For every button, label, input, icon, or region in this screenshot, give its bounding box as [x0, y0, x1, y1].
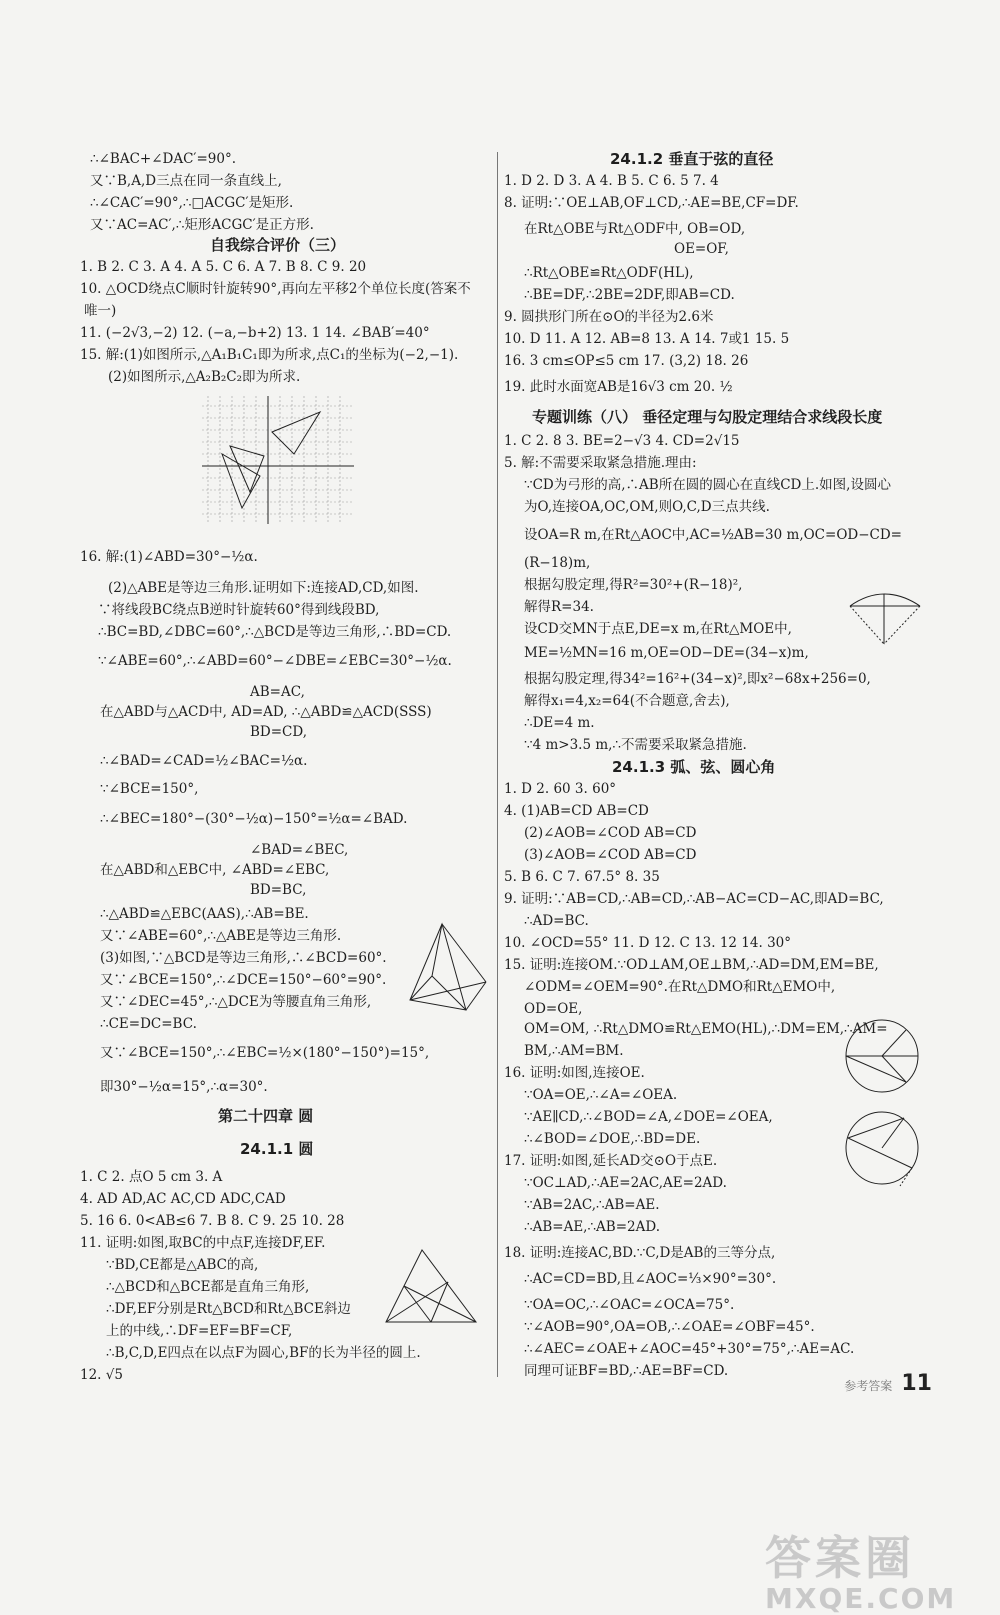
text-line: ∵OC⊥AD,∴AE=2AC,AE=2AD.: [524, 1175, 727, 1191]
text-line: (R−18)m,: [524, 555, 591, 571]
watermark: [765, 1522, 956, 1615]
text-line: ∴CE=DC=BC.: [100, 1016, 197, 1032]
text-line: 16. 3 cm≤OP≤5 cm 17. (3,2) 18. 26: [504, 353, 749, 369]
text-line: 4. AD AD,AC AC,CD ADC,CAD: [80, 1191, 286, 1207]
text-line: 5. 解:不需要采取紧急措施.理由:: [504, 455, 697, 471]
circle-figure-17: [842, 1108, 924, 1190]
text-line: ∠ODM=∠OEM=90°.在Rt△DMO和Rt△EMO中,: [524, 979, 836, 995]
text-line: 8. 证明:∵OE⊥AB,OF⊥CD,∴AE=BE,CF=DF.: [504, 195, 799, 211]
text-line: 又∵∠ABE=60°,∴△ABE是等边三角形.: [100, 928, 342, 944]
text-line: ∵BD,CE都是△ABC的高,: [106, 1257, 259, 1273]
text-line: 15. 证明:连接OM.∵OD⊥AM,OE⊥BM,∴AD=DM,EM=BE,: [504, 957, 879, 973]
text-line: 16. 证明:如图,连接OE.: [504, 1065, 645, 1081]
text-line: (3)∠AOB=∠COD AB=CD: [524, 847, 697, 863]
text-line: 又∵∠BCE=150°,∴∠DCE=150°−60°=90°.: [100, 972, 387, 988]
watermark-url: MXQE.COM: [765, 1582, 957, 1615]
text-line: ∴△ABD≌△EBC(AAS),∴AB=BE.: [100, 906, 309, 922]
text-line: 18. 证明:连接AC,BD.∵C,D是AB的三等分点,: [504, 1245, 776, 1261]
text-line: BM,∴AM=BM.: [524, 1043, 624, 1059]
page-footer: [844, 1371, 932, 1396]
section-heading: 24.1.2 垂直于弦的直径: [610, 150, 774, 168]
text-line: 在△ABD与△ACD中, AD=AD, ∴△ABD≌△ACD(SSS): [100, 704, 432, 720]
text-line: 又∵∠DEC=45°,∴△DCE为等腰直角三角形,: [100, 994, 372, 1010]
section-heading: 24.1.1 圆: [240, 1140, 314, 1158]
text-line: 10. D 11. A 12. AB=8 13. A 14. 7或1 15. 5: [504, 331, 790, 347]
text-line: ME=½MN=16 m,OE=OD−DE=(34−x)m,: [524, 645, 809, 661]
text-line: ∵4 m>3.5 m,∴不需要采取紧急措施.: [524, 737, 747, 753]
text-line: 设CD交MN于点E,DE=x m,在Rt△MOE中,: [524, 621, 792, 637]
text-line: 在Rt△OBE与Rt△ODF中, OB=OD,: [524, 221, 746, 237]
text-line: ∴∠BOD=∠DOE,∴BD=DE.: [524, 1131, 701, 1147]
text-line: 11. (−2√3,−2) 12. (−a,−b+2) 13. 1 14. ∠BAB′=40°: [80, 325, 430, 341]
text-line: ∵∠BCE=150°,: [100, 781, 199, 797]
text-line: ∴∠BEC=180°−(30°−½α)−150°=½α=∠BAD.: [100, 811, 408, 827]
text-line: (2)∠AOB=∠COD AB=CD: [524, 825, 697, 841]
triangle-abc-figure: [382, 1246, 482, 1326]
text-line: 9. 证明:∵AB=CD,∴AB=CD,∴AB−AC=CD−AC,即AD=BC,: [504, 891, 884, 907]
text-line: 10. ∠OCD=55° 11. D 12. C 13. 12 14. 30°: [504, 935, 792, 951]
text-line: 4. (1)AB=CD AB=CD: [504, 803, 649, 819]
text-line: 在△ABD和△EBC中, ∠ABD=∠EBC,: [100, 862, 330, 878]
text-line: 又∵B,A,D三点在同一条直线上,: [90, 173, 282, 189]
text-line: 1. D 2. D 3. A 4. B 5. C 6. 5 7. 4: [504, 173, 719, 189]
text-line: 9. 圆拱形门所在⊙O的半径为2.6米: [504, 309, 714, 325]
text-line: ∴DE=4 m.: [524, 715, 595, 731]
text-line: 16. 解:(1)∠ABD=30°−½α.: [80, 549, 258, 565]
circle-figure-16: [842, 1016, 924, 1098]
text-line: ∴DF,EF分别是Rt△BCD和Rt△BCE斜边: [106, 1301, 351, 1317]
text-line: ∴BE=DF,∴2BE=2DF,即AB=CD.: [524, 287, 735, 303]
text-line: 解得x₁=4,x₂=64(不合题意,舍去),: [524, 693, 730, 709]
section-heading: 专题训练（八） 垂径定理与勾股定理结合求线段长度: [532, 408, 883, 426]
text-line: ∵∠AOB=90°,OA=OB,∴∠OAE=∠OBF=45°.: [524, 1319, 815, 1335]
text-line: ∴∠AEC=∠OAE+∠AOC=45°+30°=75°,∴AE=AC.: [524, 1341, 855, 1357]
text-line: 17. 证明:如图,延长AD交⊙O于点E.: [504, 1153, 718, 1169]
text-line: BD=CD,: [250, 724, 308, 740]
chapter-heading: 第二十四章 圆: [218, 1107, 314, 1125]
text-line: 15. 解:(1)如图所示,△A₁B₁C₁即为所求,点C₁的坐标为(−2,−1).: [80, 347, 459, 363]
text-line: ∴∠BAD=∠CAD=½∠BAC=½α.: [100, 753, 308, 769]
text-line: ∴AC=CD=BD,且∠AOC=⅓×90°=30°.: [524, 1271, 777, 1287]
text-line: 即30°−½α=15°,∴α=30°.: [100, 1079, 268, 1095]
text-line: 又∵AC=AC′,∴矩形ACGC′是正方形.: [90, 217, 314, 233]
text-line: 1. B 2. C 3. A 4. A 5. C 6. A 7. B 8. C 9. 20: [80, 259, 367, 275]
text-line: 根据勾股定理,得R²=30²+(R−18)²,: [524, 577, 743, 593]
text-line: ∠BAD=∠BEC,: [250, 842, 349, 858]
text-line: 1. D 2. 60 3. 60°: [504, 781, 617, 797]
text-line: 解得R=34.: [524, 599, 594, 615]
text-line: ∴B,C,D,E四点在以点F为圆心,BF的长为半径的圆上.: [106, 1345, 421, 1361]
text-line: 19. 此时水面宽AB是16√3 cm 20. ½: [504, 379, 733, 395]
text-line: 5. 16 6. 0<AB≤6 7. B 8. C 9. 25 10. 28: [80, 1213, 345, 1229]
section-heading: 24.1.3 弧、弦、圆心角: [612, 758, 776, 776]
coordinate-grid-figure: [202, 396, 362, 526]
text-line: ∵OA=OE,∴∠A=∠OEA.: [524, 1087, 678, 1103]
text-line: ∴∠BAC+∠DAC′=90°.: [90, 151, 237, 167]
text-line: 同理可证BF=BD,∴AE=BF=CD.: [524, 1363, 729, 1379]
text-line: ∵AE∥CD,∴∠BOD=∠A,∠DOE=∠OEA,: [524, 1109, 773, 1125]
text-line: 上的中线,∴DF=EF=BF=CF,: [106, 1323, 293, 1339]
text-line: BD=BC,: [250, 882, 307, 898]
text-line: ∵AB=2AC,∴AB=AE.: [524, 1197, 660, 1213]
text-line: 根据勾股定理,得34²=16²+(34−x)²,即x²−68x+256=0,: [524, 671, 871, 687]
text-line: ∴AB=AE,∴AB=2AD.: [524, 1219, 661, 1235]
text-line: 5. B 6. C 7. 67.5° 8. 35: [504, 869, 660, 885]
text-line: 设OA=R m,在Rt△AOC中,AC=½AB=30 m,OC=OD−CD=: [524, 527, 902, 543]
text-line: (3)如图,∵△BCD是等边三角形,∴∠BCD=60°.: [100, 950, 387, 966]
text-line: OM=OM, ∴Rt△DMO≌Rt△EMO(HL),∴DM=EM,∴AM=: [524, 1021, 888, 1037]
text-line: 又∵∠BCE=150°,∴∠EBC=½×(180°−150°)=15°,: [100, 1045, 430, 1061]
text-line: ∵∠ABE=60°,∴∠ABD=60°−∠DBE=∠EBC=30°−½α.: [98, 653, 452, 669]
text-line: (2)如图所示,△A₂B₂C₂即为所求.: [108, 369, 301, 385]
arch-bridge-figure: [846, 586, 924, 652]
text-line: 1. C 2. 8 3. BE=2−√3 4. CD=2√15: [504, 433, 740, 449]
text-line: OD=OE,: [524, 1001, 583, 1017]
text-line: ∵OA=OC,∴∠OAC=∠OCA=75°.: [524, 1297, 735, 1313]
text-line: OE=OF,: [674, 241, 729, 257]
column-divider: [497, 152, 498, 1377]
watermark-text: 答案圈: [765, 1531, 915, 1585]
text-line: 为O,连接OA,OC,OM,则O,C,D三点共线.: [524, 499, 770, 515]
text-line: 1. C 2. 点O 5 cm 3. A: [80, 1169, 223, 1185]
footer-label: 参考答案: [844, 1379, 893, 1393]
text-line: 11. 证明:如图,取BC的中点F,连接DF,EF.: [80, 1235, 326, 1251]
text-line: ∴Rt△OBE≌Rt△ODF(HL),: [524, 265, 694, 281]
text-line: (2)△ABE是等边三角形.证明如下:连接AD,CD,如图.: [108, 580, 419, 596]
page-number: 11: [901, 1371, 932, 1396]
triangle-figure: [402, 920, 492, 1020]
text-line: ∵将线段BC绕点B逆时针旋转60°得到线段BD,: [98, 602, 380, 618]
text-line: ∵CD为弓形的高,∴AB所在圆的圆心在直线CD上.如图,设圆心: [524, 477, 891, 493]
text-line: AB=AC,: [250, 684, 305, 700]
section-heading: 自我综合评价（三）: [210, 236, 346, 254]
text-line: 10. △OCD绕点C顺时针旋转90°,再向左平移2个单位长度(答案不: [80, 281, 471, 297]
text-line: ∴∠CAC′=90°,∴□ACGC′是矩形.: [90, 195, 294, 211]
text-line: ∴△BCD和△BCE都是直角三角形,: [106, 1279, 310, 1295]
text-line: 12. √5: [80, 1367, 123, 1383]
text-line: ∴BC=BD,∠DBC=60°,∴△BCD是等边三角形,∴BD=CD.: [98, 624, 452, 640]
text-line: ∴AD=BC.: [524, 913, 589, 929]
text-line: 唯一): [84, 303, 117, 319]
